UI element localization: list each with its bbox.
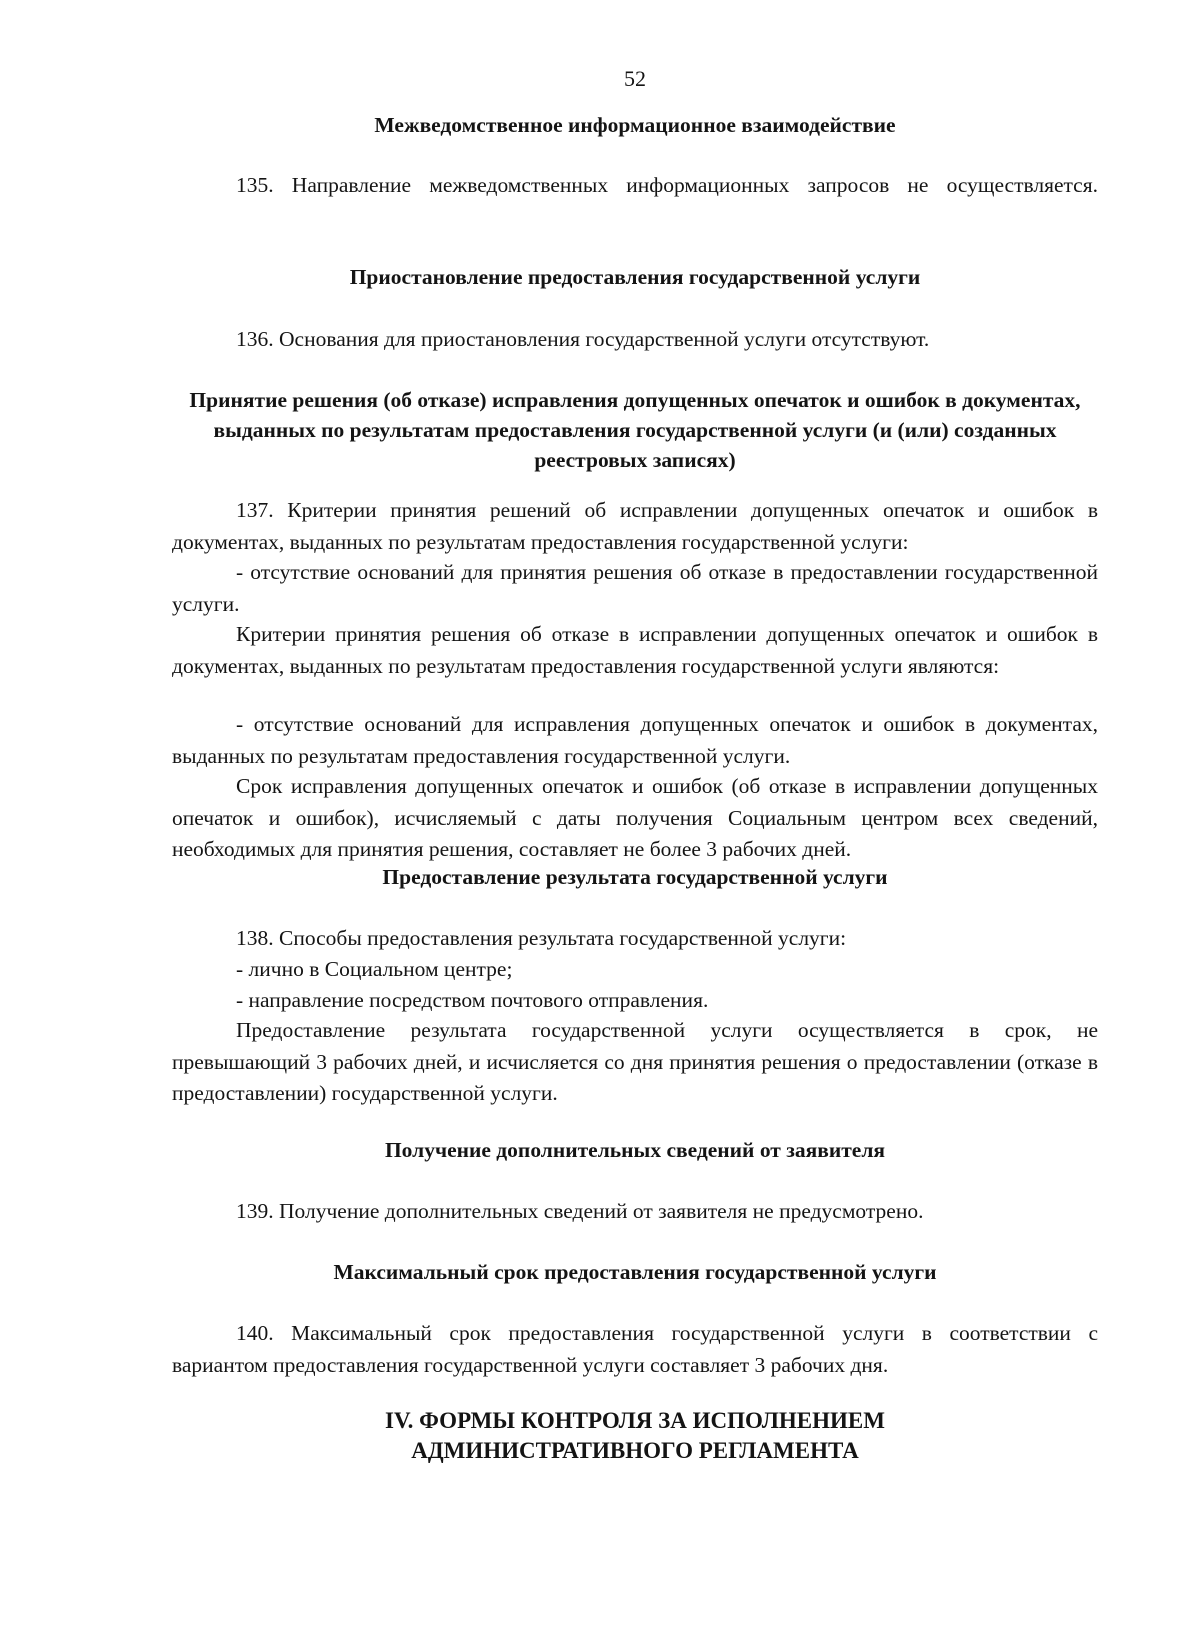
section-heading-additional-info: Получение дополнительных сведений от заявителя: [384, 1138, 886, 1162]
chapter-title-line-1: IV. ФОРМЫ КОНТРОЛЯ ЗА ИСПОЛНЕНИЕМ: [385, 1408, 885, 1433]
paragraph-137-term: Срок исправления допущенных опечаток и ошибок (об отказе в исправлении допущенных опечаток и ошибок), исчисляемый с даты получения Социальным центром всех сведений, необходимых для принятия решения, составляет не более 3 рабочих дней.: [172, 774, 1098, 862]
paragraph-135: 135. Направление межведомственных информационных запросов не осуществляется.: [236, 173, 1098, 197]
paragraph-136: 136. Основания для приостановления государственной услуги отсутствуют.: [236, 327, 930, 351]
paragraph-138-term: Предоставление результата государственной услуги осуществляется в срок, не превышающий 3 рабочих дней, и исчисляется со дня принятия решения о предоставлении (отказе в предоставлении) государственной услуги.: [172, 1018, 1098, 1106]
chapter-title-line-2: АДМИНИСТРАТИВНОГО РЕГЛАМЕНТА: [411, 1438, 859, 1463]
section-heading-max-term: Максимальный срок предоставления государственной услуги: [333, 1260, 937, 1284]
page-number: 52: [624, 66, 646, 91]
paragraph-138-item-2: - направление посредством почтового отправления.: [236, 988, 709, 1012]
section-heading-suspension: Приостановление предоставления государственной услуги: [349, 265, 921, 289]
paragraph-137-item-1: - отсутствие оснований для принятия решения об отказе в предоставлении государственной услуги.: [172, 560, 1098, 616]
paragraph-137-refusal-criteria: Критерии принятия решения об отказе в исправлении допущенных опечаток и ошибок в документах, выданных по результатам предоставления государственной услуги являются:: [172, 622, 1098, 678]
section-heading-corrections: Принятие решения (об отказе) исправления допущенных опечаток и ошибок в документах, выданных по результатам предоставления государственной услуги (и (или) созданных реестровых записях): [189, 388, 1081, 472]
paragraph-140: 140. Максимальный срок предоставления государственной услуги в соответствии с вариантом предоставления государственной услуги составляет 3 рабочих дня.: [172, 1321, 1098, 1377]
paragraph-137-item-2: - отсутствие оснований для исправления допущенных опечаток и ошибок в документах, выданных по результатам предоставления государственной услуги.: [172, 712, 1098, 768]
section-heading-result-delivery: Предоставление результата государственной услуги: [382, 865, 888, 889]
paragraph-138: 138. Способы предоставления результата государственной услуги:: [236, 926, 847, 950]
paragraph-139: 139. Получение дополнительных сведений от заявителя не предусмотрено.: [236, 1199, 924, 1223]
paragraph-137: 137. Критерии принятия решений об исправлении допущенных опечаток и ошибок в документах, выданных по результатам предоставления государственной услуги:: [172, 498, 1098, 554]
paragraph-138-item-1: - лично в Социальном центре;: [236, 957, 513, 981]
section-heading-interagency: Межведомственное информационное взаимодействие: [374, 113, 896, 137]
